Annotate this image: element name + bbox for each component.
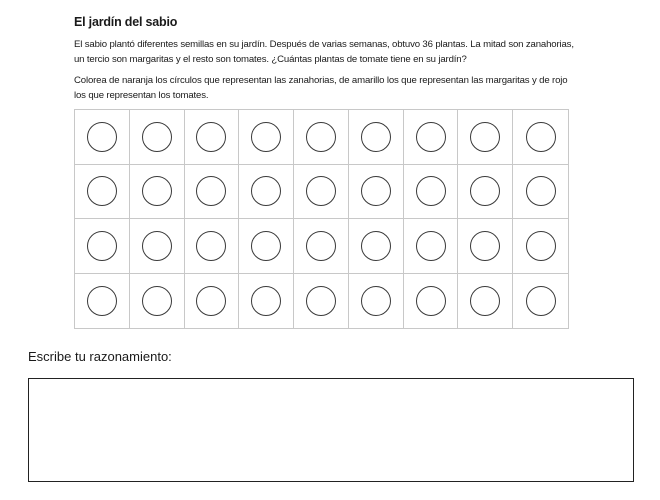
grid-cell (349, 165, 404, 220)
plant-circle[interactable] (87, 176, 117, 206)
grid-cell (404, 165, 459, 220)
plant-circle[interactable] (526, 176, 556, 206)
plant-circle[interactable] (470, 286, 500, 316)
plant-circle[interactable] (196, 122, 226, 152)
grid-cell (294, 219, 349, 274)
plant-circle[interactable] (361, 176, 391, 206)
grid-cell (130, 110, 185, 165)
plant-circle[interactable] (526, 231, 556, 261)
plant-circle[interactable] (470, 231, 500, 261)
grid-cell (239, 274, 294, 329)
plant-circle[interactable] (416, 231, 446, 261)
grid-cell (294, 110, 349, 165)
plant-circle[interactable] (361, 231, 391, 261)
grid-cell (185, 274, 240, 329)
plant-circle[interactable] (142, 231, 172, 261)
grid-cell (404, 110, 459, 165)
plant-circle[interactable] (251, 231, 281, 261)
reasoning-label: Escribe tu razonamiento: (28, 349, 172, 364)
grid-cell (130, 165, 185, 220)
instruction-text: Colorea de naranja los círculos que representan las zanahorias, de amarillo los que representan las margaritas y de rojo los que representan los tomates. (74, 75, 568, 101)
grid-cell (458, 110, 513, 165)
plant-circle[interactable] (142, 286, 172, 316)
grid-cell (404, 219, 459, 274)
grid-cell (294, 274, 349, 329)
plant-circle[interactable] (251, 286, 281, 316)
plant-circle[interactable] (361, 122, 391, 152)
plant-circle[interactable] (470, 176, 500, 206)
plant-circle[interactable] (87, 122, 117, 152)
plant-circle[interactable] (196, 231, 226, 261)
plant-circle[interactable] (361, 286, 391, 316)
plant-circle[interactable] (470, 122, 500, 152)
plant-circle[interactable] (306, 231, 336, 261)
plant-circle[interactable] (251, 122, 281, 152)
grid-cell (458, 219, 513, 274)
plant-circle[interactable] (416, 176, 446, 206)
grid-cell (513, 219, 568, 274)
plant-circle[interactable] (416, 286, 446, 316)
grid-cell (239, 219, 294, 274)
plant-circle[interactable] (306, 176, 336, 206)
grid-cell (130, 274, 185, 329)
grid-cell (75, 219, 130, 274)
grid-cell (75, 110, 130, 165)
grid-cell (513, 110, 568, 165)
plant-circle[interactable] (196, 176, 226, 206)
plant-circle[interactable] (306, 286, 336, 316)
grid-cell (75, 165, 130, 220)
grid-cell (349, 219, 404, 274)
plant-circle[interactable] (416, 122, 446, 152)
plant-circle[interactable] (526, 286, 556, 316)
reasoning-textarea[interactable] (28, 378, 634, 482)
grid-cell (294, 165, 349, 220)
plant-circle[interactable] (87, 286, 117, 316)
grid-cell (513, 274, 568, 329)
plant-circle[interactable] (142, 122, 172, 152)
worksheet-title: El jardín del sabio (74, 15, 178, 29)
grid-cell (513, 165, 568, 220)
grid-cell (75, 274, 130, 329)
grid-cell (185, 110, 240, 165)
plant-circle[interactable] (526, 122, 556, 152)
plant-circle[interactable] (142, 176, 172, 206)
grid-cell (185, 219, 240, 274)
circle-grid (74, 109, 569, 329)
grid-cell (130, 219, 185, 274)
problem-text: El sabio plantó diferentes semillas en su jardín. Después de varias semanas, obtuvo 36 plantas. La mitad son zanahorias, un tercio son margaritas y el resto son tomates. ¿Cuántas plantas de tomate tiene en su jardín? (74, 39, 574, 65)
grid-cell (239, 110, 294, 165)
grid-cell (349, 274, 404, 329)
plant-circle[interactable] (196, 286, 226, 316)
plant-circle[interactable] (251, 176, 281, 206)
grid-cell (458, 165, 513, 220)
grid-cell (404, 274, 459, 329)
grid-cell (239, 165, 294, 220)
grid-cell (349, 110, 404, 165)
grid-cell (458, 274, 513, 329)
grid-cell (185, 165, 240, 220)
plant-circle[interactable] (306, 122, 336, 152)
plant-circle[interactable] (87, 231, 117, 261)
